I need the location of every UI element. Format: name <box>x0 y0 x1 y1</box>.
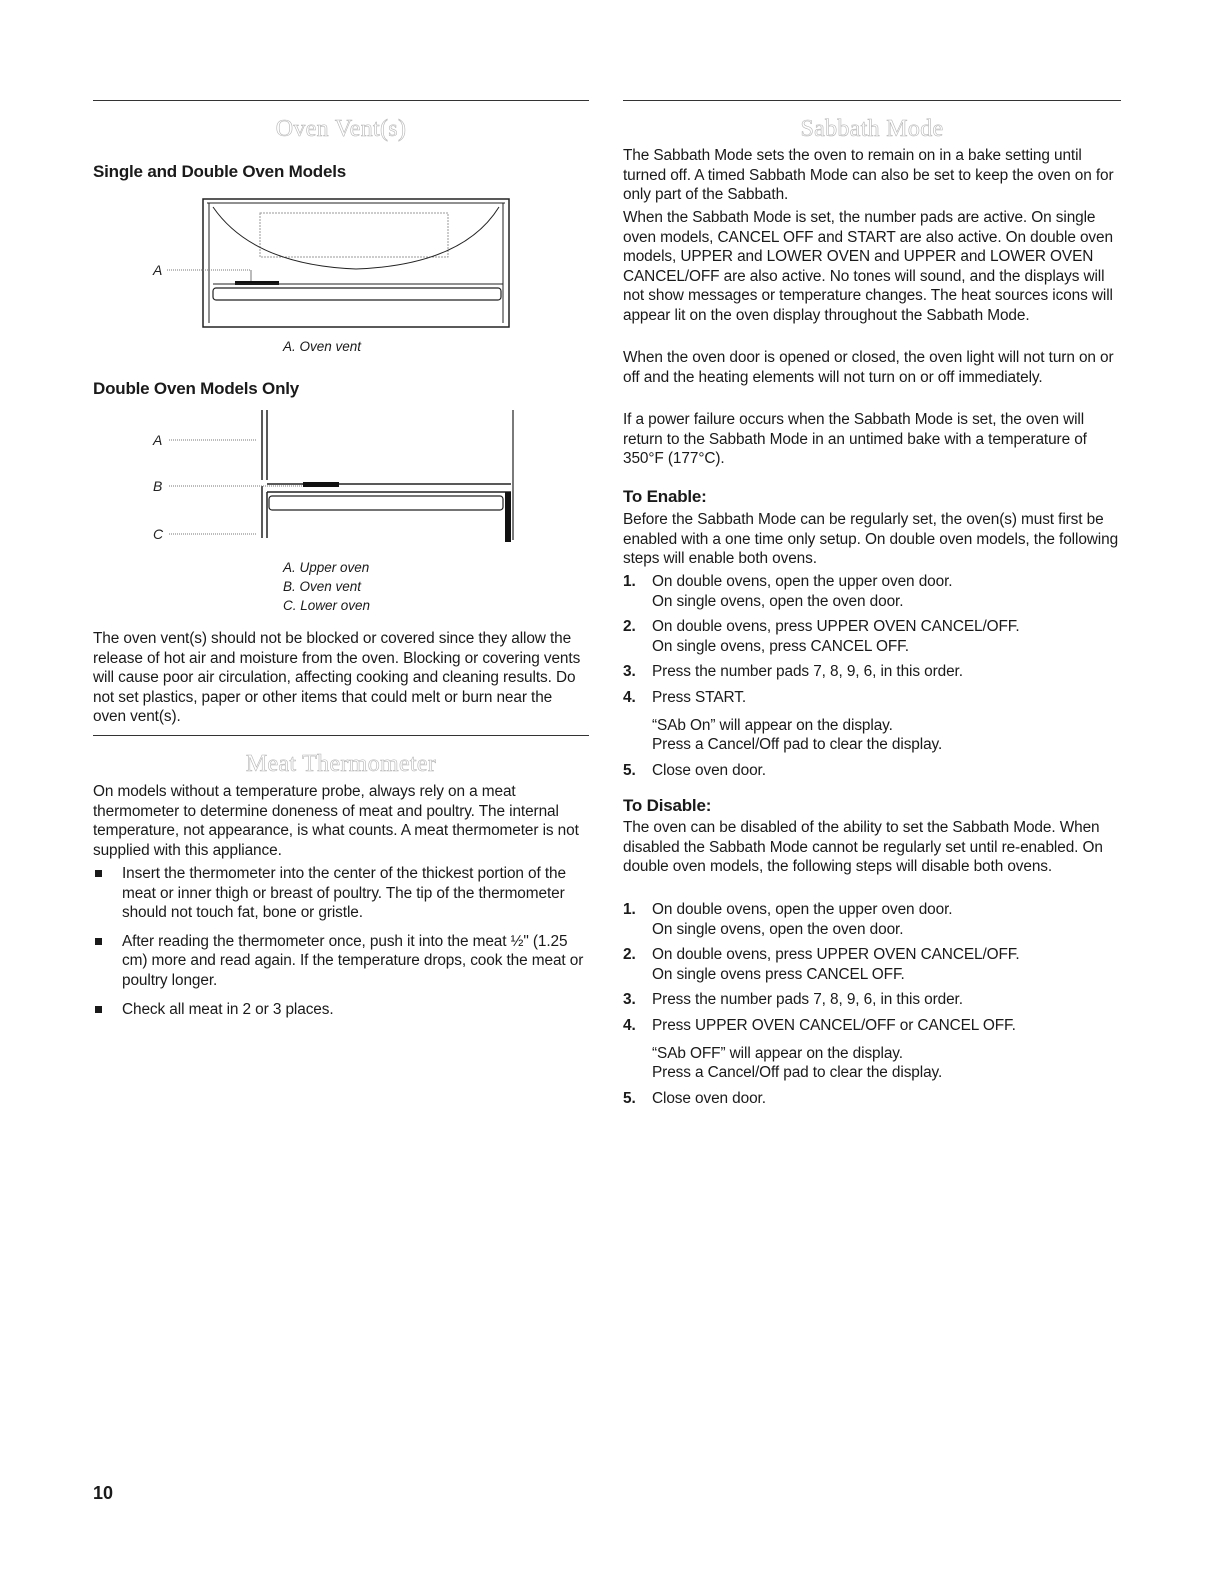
oven-vent-figure-double <box>143 408 543 548</box>
bullet-text: Insert the thermometer into the center of the thickest portion of the meat or inner thigh or breast of poultry. The tip of the thermometer should not touch fat, bone or gristle. <box>122 865 566 922</box>
figure2-label-c: C <box>153 526 164 542</box>
step-text: On single ovens, open the oven door. <box>652 920 904 938</box>
step-text: Press the number pads 7, 8, 9, 6, in this order. <box>652 663 963 681</box>
page-number: 10 <box>93 1483 114 1503</box>
bullet-square-icon <box>95 938 102 945</box>
step-number: 1. <box>623 573 636 590</box>
list-item <box>623 761 1121 781</box>
meat-thermometer-bullets <box>93 864 589 1028</box>
subhead-single-double-models: Single and Double Oven Models <box>93 162 347 181</box>
step-text: On double ovens, press UPPER OVEN CANCEL/OFF. <box>652 946 1020 964</box>
figure2-caption-b: B. Oven vent <box>283 579 362 594</box>
step-number: 4. <box>623 688 636 706</box>
step-number: 2. <box>623 946 636 964</box>
figure1-caption: A. Oven vent <box>283 339 362 354</box>
meat-thermometer-paragraph: On models without a temperature probe, always rely on a meat thermometer to determine doneness of meat and poultry. The internal temperature, not appearance, is what counts. A meat thermometer is not supplied with this appliance. <box>93 783 579 859</box>
list-item <box>623 1016 1121 1083</box>
list-item <box>623 900 1121 939</box>
step-number: 1. <box>623 901 636 918</box>
step-text: On double ovens, open the upper oven door. <box>652 573 953 590</box>
enable-steps <box>623 572 1121 786</box>
step-number: 2. <box>623 618 636 636</box>
oven-vents-paragraph: The oven vent(s) should not be blocked or covered since they allow the release of hot air and moisture from the oven. Blocking or covering vents will cause poor air circulation, affecting cooking and cleaning results. Do not set plastics, paper or other items that could melt or burn near the oven vent(s). <box>93 630 581 726</box>
step-number: 5. <box>623 761 636 779</box>
step-text: Press a Cancel/Off pad to clear the display. <box>652 736 943 754</box>
list-item <box>93 932 589 991</box>
to-disable-heading: To Disable: <box>623 796 712 815</box>
step-text: On single ovens press CANCEL OFF. <box>652 965 905 983</box>
step-text: Press START. <box>652 688 747 706</box>
list-item <box>623 572 1121 611</box>
step-text: “SAb OFF” will appear on the display. <box>652 1044 903 1062</box>
step-text: On single ovens, open the oven door. <box>652 592 904 610</box>
list-item <box>93 864 589 923</box>
list-item <box>623 945 1121 984</box>
oven-vent-figure-single <box>143 193 523 333</box>
list-item <box>623 617 1121 656</box>
oven-vents-title: Oven Vent(s) <box>275 116 407 142</box>
bullet-square-icon <box>95 870 102 877</box>
to-enable-heading: To Enable: <box>623 487 707 506</box>
step-number: 3. <box>623 663 636 681</box>
step-text: Press UPPER OVEN CANCEL/OFF or CANCEL OFF. <box>652 1016 1016 1034</box>
list-item <box>623 990 1121 1010</box>
disable-steps <box>623 900 1121 1114</box>
sabbath-paragraph-2: When the Sabbath Mode is set, the number pads are active. On single oven models, CANCEL OFF and START are also active. On double oven models, UPPER and LOWER OVEN and UPPER and LOWER OVEN CANCEL/OFF are also active. No tones will sound, and the displays will not show messages or temperature changes. The heat sources icons will appear lit on the oven display throughout the Sabbath Mode. <box>623 209 1113 324</box>
step-number: 3. <box>623 991 636 1009</box>
section-divider <box>623 100 1121 101</box>
figure1-label-a: A <box>153 262 163 278</box>
step-text: Close oven door. <box>652 1089 766 1107</box>
step-number: 4. <box>623 1016 636 1034</box>
step-text: On double ovens, open the upper oven door. <box>652 901 953 918</box>
bullet-square-icon <box>95 1006 102 1013</box>
section-divider <box>93 735 589 736</box>
section-divider <box>93 100 589 101</box>
bullet-text: Check all meat in 2 or 3 places. <box>122 1000 334 1018</box>
list-item <box>623 1089 1121 1109</box>
figure2-caption-c: C. Lower oven <box>283 598 371 613</box>
step-text: On double ovens, press UPPER OVEN CANCEL/OFF. <box>652 618 1020 636</box>
list-item <box>623 662 1121 682</box>
figure2-label-b: B <box>153 478 163 494</box>
step-text: Press a Cancel/Off pad to clear the display. <box>652 1064 943 1082</box>
sabbath-mode-title: Sabbath Mode <box>800 116 944 142</box>
meat-thermometer-title: Meat Thermometer <box>245 751 437 777</box>
step-text: On single ovens, press CANCEL OFF. <box>652 637 909 655</box>
subhead-double-only: Double Oven Models Only <box>93 379 300 398</box>
to-enable-intro: Before the Sabbath Mode can be regularly set, the oven(s) must first be enabled with a one time only setup. On double oven models, the following steps will enable both ovens. <box>623 511 1119 568</box>
step-text: “SAb On” will appear on the display. <box>652 716 893 734</box>
sabbath-paragraph-3: When the oven door is opened or closed, the oven light will not turn on or off and the heating elements will not turn on or off immediately. <box>623 349 1114 386</box>
bullet-text: After reading the thermometer once, push it into the meat ½" (1.25 cm) more and read again. If the temperature drops, cook the meat or poultry longer. <box>122 932 584 989</box>
step-number: 5. <box>623 1089 636 1107</box>
to-disable-intro: The oven can be disabled of the ability to set the Sabbath Mode. When disabled the Sabbath Mode cannot be regularly set until re-enabled. On double oven models, the following steps will disable both ovens. <box>623 819 1103 876</box>
sabbath-paragraph-4: If a power failure occurs when the Sabbath Mode is set, the oven will return to the Sabbath Mode in an untimed bake with a temperature of 350°F (177°C). <box>623 411 1087 468</box>
step-text: Press the number pads 7, 8, 9, 6, in this order. <box>652 991 963 1009</box>
step-text: Close oven door. <box>652 761 766 779</box>
list-item <box>93 1000 589 1020</box>
sabbath-paragraph-1: The Sabbath Mode sets the oven to remain on in a bake setting until turned off. A timed Sabbath Mode can also be set to keep the oven on for only part of the Sabbath. <box>623 147 1114 204</box>
list-item <box>623 688 1121 755</box>
figure2-label-a: A <box>153 432 163 448</box>
figure2-caption-a: A. Upper oven <box>283 560 370 575</box>
